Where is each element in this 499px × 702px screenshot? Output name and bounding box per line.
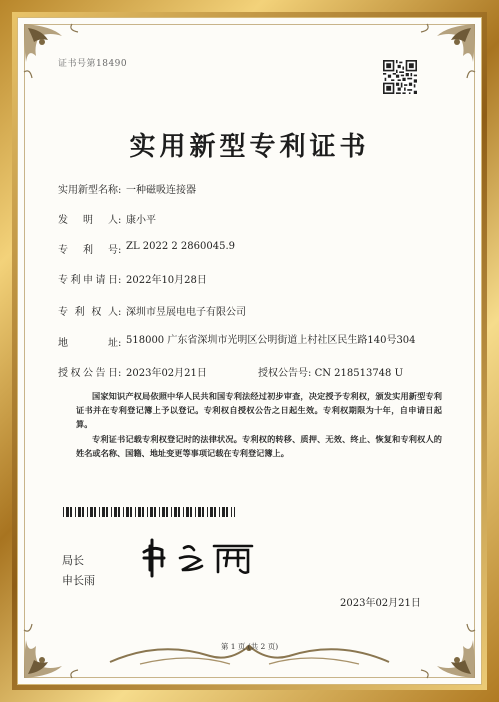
handwritten-signature [140, 536, 260, 578]
field-utility-model-name: 实用新型名称: 一种磁吸连接器 [58, 181, 196, 196]
field-grant-number: 授权公告号: CN 218513748 U [258, 364, 403, 379]
bottom-scroll-ornament-icon [100, 632, 399, 672]
certificate-title: 实用新型专利证书 [129, 132, 370, 162]
field-inventor: 发明人: 康小平 [58, 211, 156, 226]
field-patent-number: 专利号: ZL 2022 2 2860045.9 [58, 241, 236, 256]
field-label: 授权公告日 [58, 368, 118, 379]
signatory-title: 局长 [62, 554, 84, 567]
field-label: 实用新型名称 [58, 185, 118, 196]
field-value: 2022年10月28日 [126, 275, 207, 286]
grant-paragraph: 国家知识产权局依照中华人民共和国专利法经过初步审查，决定授予专利权，颁发实用新型专利证书并在专利登记簿上予以登记。专利权自授权公告之日起生效。专利权期限为十年，自申请日起算。 [76, 391, 442, 429]
corner-ornament-icon [22, 22, 86, 86]
field-value: 康小平 [126, 215, 156, 226]
field-label: 专利申请日 [58, 275, 118, 286]
field-value: 518000 广东省深圳市光明区公明街道上村社区民生路140号304 [126, 335, 416, 346]
field-value: ZL 2022 2 2860045.9 [126, 241, 236, 252]
page-number: 第 1 页 (共 2 页) [220, 642, 279, 651]
field-label: 专利号 [58, 245, 118, 256]
field-address: 地址: 518000 广东省深圳市光明区公明街道上村社区民生路140号304 [58, 334, 426, 349]
qr-code-icon [383, 60, 417, 94]
barcode-icon [63, 507, 235, 517]
legal-status-paragraph: 专利证书记载专利权登记时的法律状况。专利权的转移、质押、无效、终止、恢复和专利权人的姓名或名称、国籍、地址变更等事项记载在专利登记簿上。 [76, 434, 442, 458]
field-label: 专利权人 [58, 307, 118, 318]
signature-date: 2023年02月21日 [340, 598, 421, 609]
field-label: 地址 [58, 338, 118, 349]
field-value: CN 218513748 U [314, 368, 404, 379]
field-value: 深圳市昱展电电子有限公司 [126, 307, 246, 318]
field-grant-date: 授权公告日: 2023年02月21日 [58, 364, 207, 379]
field-label: 发明人 [58, 215, 118, 226]
field-filing-date: 专利申请日: 2022年10月28日 [58, 271, 207, 286]
certificate-number: 证书号第18490 [58, 59, 128, 69]
field-patentee: 专利权人: 深圳市昱展电电子有限公司 [58, 303, 246, 318]
corner-ornament-icon [413, 22, 477, 86]
field-value: 2023年02月21日 [126, 368, 207, 379]
signatory-name: 申长雨 [62, 574, 95, 587]
field-label: 授权公告号 [258, 368, 308, 379]
field-value: 一种磁吸连接器 [126, 185, 196, 196]
